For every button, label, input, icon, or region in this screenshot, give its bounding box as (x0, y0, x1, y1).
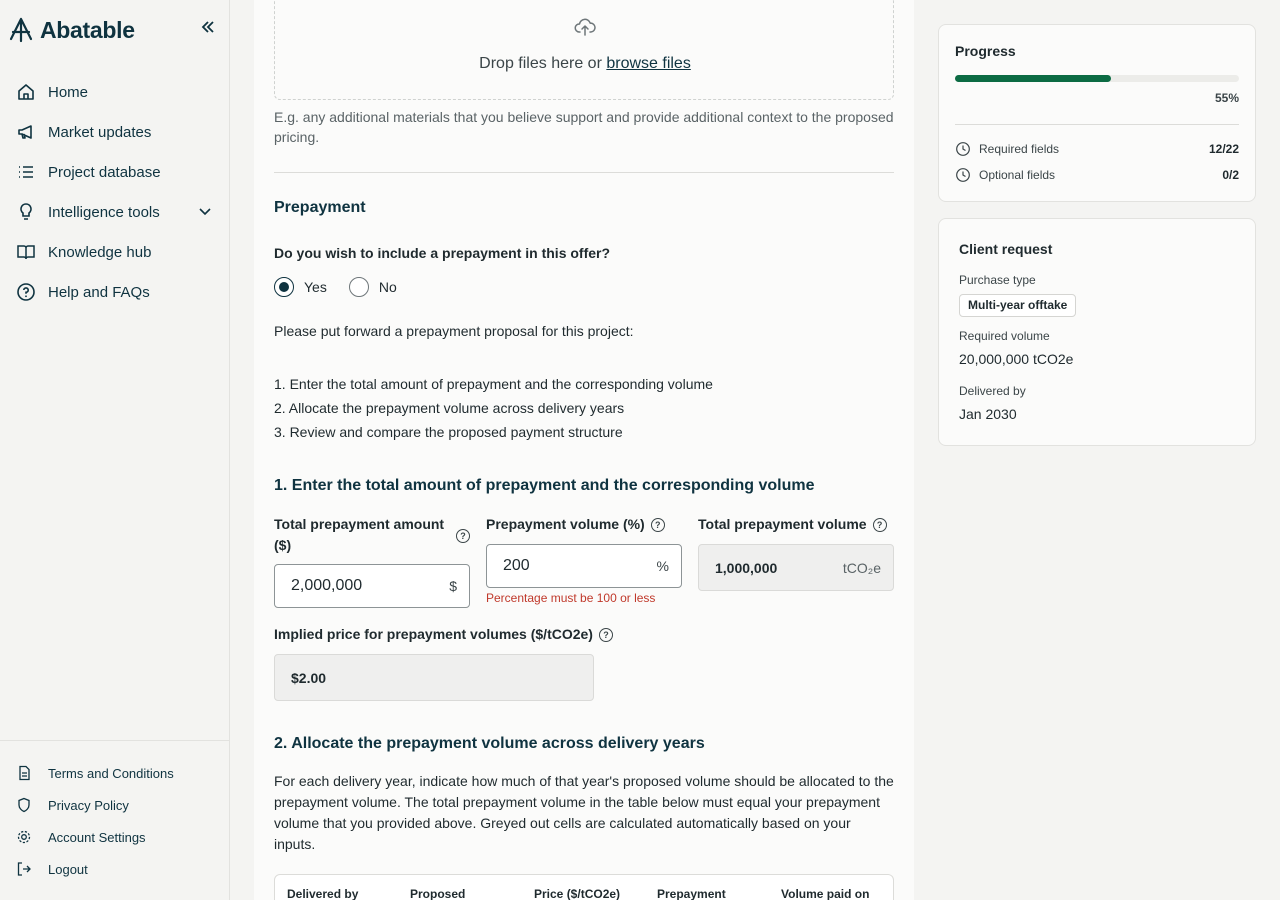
sidebar-item-intelligence-tools[interactable] (0, 192, 230, 232)
total-volume-label (698, 514, 887, 535)
implied-price-label (274, 624, 613, 645)
sidebar-item-label: Knowledge hub (48, 243, 152, 261)
client-request-panel (938, 218, 1256, 446)
sidebar-item-knowledge-hub[interactable] (0, 232, 230, 272)
list-icon (16, 162, 36, 182)
sidebar-item-project-database[interactable] (0, 152, 230, 192)
progress-title: Progress (955, 43, 1016, 59)
shield-icon (16, 797, 32, 813)
optional-fields-label: Optional fields (979, 168, 1056, 182)
terms-link[interactable] (0, 757, 230, 789)
section-divider (274, 172, 894, 173)
total-volume-label-text: Total prepayment volume (698, 516, 867, 532)
prepayment-step-3: 3. Review and compare the proposed payment structure (274, 424, 623, 440)
total-volume-value: 1,000,000 (715, 559, 778, 576)
document-icon (16, 765, 32, 781)
help-icon (16, 282, 36, 302)
amount-input[interactable] (274, 564, 470, 608)
volume-pct-help-icon[interactable]: ? (651, 518, 665, 532)
step2-title: 2. Allocate the prepayment volume across delivery years (274, 735, 705, 752)
privacy-label: Privacy Policy (48, 797, 129, 813)
radio-yes-circle[interactable] (274, 277, 294, 297)
clock-icon (955, 141, 971, 157)
prepayment-step-1: 1. Enter the total amount of prepayment and the corresponding volume (274, 376, 713, 392)
progress-panel (938, 24, 1256, 202)
required-volume-label: Required volume (959, 329, 1050, 343)
amount-label-text: Total prepayment amount ($) (274, 516, 445, 553)
volume-pct-error: Percentage must be 100 or less (486, 591, 656, 605)
logout-icon (16, 861, 32, 877)
required-volume-value: 20,000,000 tCO2e (959, 351, 1074, 367)
lightbulb-icon (16, 202, 36, 222)
required-fields-count: 12/22 (1208, 142, 1239, 156)
sidebar-item-label: Market updates (48, 123, 152, 141)
radio-no-circle[interactable] (349, 277, 369, 297)
main-nav (0, 72, 230, 312)
progress-bar-fill (955, 75, 1111, 82)
drop-label: Drop files here or (479, 55, 602, 72)
file-dropzone[interactable] (274, 0, 894, 100)
megaphone-icon (16, 122, 36, 142)
implied-price-help-icon[interactable]: ? (599, 628, 613, 642)
prepayment-step-2: 2. Allocate the prepayment volume across delivery years (274, 400, 625, 416)
double-chevron-left-icon (200, 19, 216, 35)
drop-text (275, 55, 895, 73)
logout-label: Logout (48, 861, 88, 877)
amount-value: 2,000,000 (291, 577, 363, 594)
upload-hint: E.g. any additional materials that you believe support and provide additional context to the proposed pricing. (274, 109, 894, 145)
sidebar-item-help-and-faqs[interactable] (0, 272, 230, 312)
sidebar-item-home[interactable] (0, 72, 230, 112)
book-icon (16, 242, 36, 262)
volume-pct-suffix: % (656, 558, 669, 574)
sidebar-item-label: Home (48, 83, 89, 101)
amount-suffix: $ (449, 578, 457, 594)
prepayment-question: Do you wish to include a prepayment in this offer? (274, 245, 611, 261)
step1-title: 1. Enter the total amount of prepayment and the corresponding volume (274, 477, 815, 494)
prepayment-title: Prepayment (274, 199, 366, 216)
th-delivered-by: Delivered by (287, 887, 359, 900)
th-prepayment: Prepayment (657, 887, 726, 900)
client-request-title: Client request (959, 241, 1053, 257)
account-settings-label: Account Settings (48, 829, 146, 845)
progress-percent: 55% (1214, 91, 1239, 105)
sidebar-item-market-updates[interactable] (0, 112, 230, 152)
total-volume-suffix: tCO₂e (842, 559, 881, 576)
logout-link[interactable] (0, 853, 230, 885)
volume-pct-input[interactable] (486, 544, 682, 588)
amount-help-icon[interactable]: ? (456, 529, 470, 543)
brand-name: Abatable (40, 16, 135, 43)
prepayment-intro: Please put forward a prepayment proposal for this project: (274, 323, 634, 339)
progress-bar (955, 75, 1239, 82)
account-settings-link[interactable] (0, 821, 230, 853)
privacy-link[interactable] (0, 789, 230, 821)
progress-divider (955, 124, 1239, 125)
radio-no-label: No (378, 279, 397, 295)
optional-fields-row (955, 166, 1239, 184)
total-volume-help-icon[interactable]: ? (873, 518, 887, 532)
required-fields-label: Required fields (979, 142, 1060, 156)
volume-pct-label-text: Prepayment volume (%) (486, 516, 645, 532)
radio-no[interactable] (349, 277, 397, 297)
sidebar-footer (0, 740, 230, 885)
total-volume-field (698, 544, 894, 591)
radio-yes-label: Yes (304, 279, 327, 295)
home-icon (16, 82, 36, 102)
offer-form (254, 0, 914, 900)
brand-logo[interactable] (8, 14, 222, 46)
chevron-down-icon[interactable] (198, 204, 212, 218)
step2-description: For each delivery year, indicate how much of that year's proposed volume should be allocated to the prepayment volume. The total prepayment volume in the table below must equal your prepayment volume that you provided above. Greyed out cells are calculated automatically based on your inputs. (274, 773, 894, 852)
implied-price-value: $2.00 (291, 669, 327, 686)
delivered-by-label: Delivered by (959, 384, 1026, 398)
th-volume-paid-on: Volume paid on (781, 887, 870, 900)
implied-price-field (274, 654, 594, 701)
browse-files-link[interactable]: browse files (606, 55, 691, 72)
sidebar (0, 0, 230, 900)
required-fields-row (955, 140, 1239, 158)
radio-yes[interactable] (274, 277, 327, 297)
sidebar-item-label: Project database (48, 163, 161, 181)
sidebar-item-label: Intelligence tools (48, 203, 160, 221)
amount-label (274, 514, 454, 556)
cloud-upload-icon (573, 15, 597, 39)
purchase-type-label: Purchase type (959, 273, 1036, 287)
th-price: Price ($/tCO2e) (534, 887, 621, 900)
optional-fields-count: 0/2 (1222, 168, 1239, 182)
volume-pct-label (486, 514, 665, 535)
terms-label: Terms and Conditions (48, 765, 174, 781)
sidebar-item-label: Help and FAQs (48, 283, 150, 301)
delivered-by-value: Jan 2030 (959, 406, 1017, 422)
purchase-type-badge: Multi-year offtake (959, 294, 1076, 317)
volume-pct-value: 200 (503, 557, 530, 574)
gear-icon (16, 829, 32, 845)
collapse-sidebar-button[interactable] (196, 18, 220, 42)
clock-icon (955, 167, 971, 183)
abatable-logo-icon (8, 17, 34, 43)
implied-price-label-text: Implied price for prepayment volumes ($/tCO2e) (274, 626, 593, 642)
th-proposed: Proposed (410, 887, 466, 900)
prepayment-radio-group (274, 277, 419, 297)
allocation-table-header (274, 874, 894, 900)
